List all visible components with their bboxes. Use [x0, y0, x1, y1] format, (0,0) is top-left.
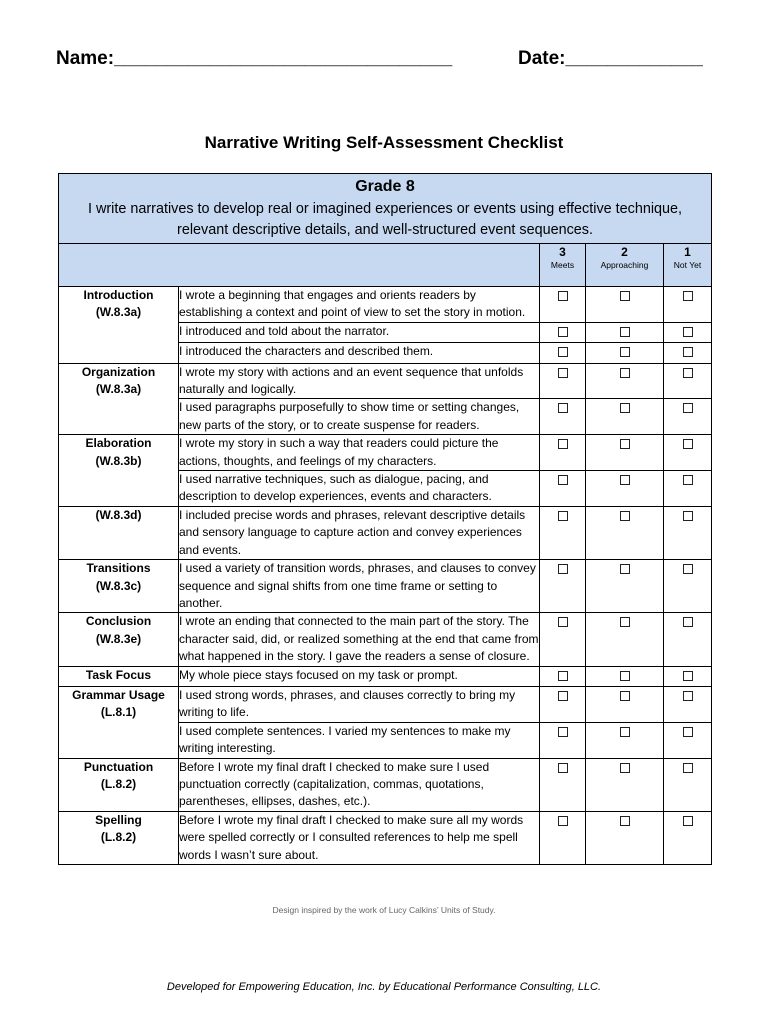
checkbox[interactable] — [620, 475, 630, 485]
checkbox[interactable] — [558, 727, 568, 737]
score-cell — [586, 399, 664, 435]
criterion-text: I wrote a beginning that engages and orients readers by establishing a context and point of view to set the story in motion. — [179, 287, 540, 323]
checkbox[interactable] — [683, 475, 693, 485]
footer-credit: Developed for Empowering Education, Inc. by Educational Performance Consulting, LLC. — [166, 981, 602, 993]
category-code: (W.8.3b) — [95, 453, 142, 468]
standard-text: I write narratives to develop real or imagined experiences or events using effective technique, relevant descriptive details, and well-structured event sequences. — [87, 201, 683, 238]
category-cell — [59, 666, 179, 686]
score-cell — [664, 686, 712, 722]
checkbox[interactable] — [683, 763, 693, 773]
criterion-text: My whole piece stays focused on my task or prompt. — [179, 666, 540, 686]
checkbox[interactable] — [683, 816, 693, 826]
score-cell — [664, 613, 712, 666]
score-cell — [586, 666, 664, 686]
score-label: Meets — [550, 260, 575, 270]
score-label: Not Yet — [673, 260, 702, 270]
checkbox[interactable] — [620, 727, 630, 737]
checkbox[interactable] — [558, 564, 568, 574]
checkbox[interactable] — [620, 617, 630, 627]
category-cell — [59, 686, 179, 758]
checkbox[interactable] — [620, 347, 630, 357]
checkbox[interactable] — [620, 816, 630, 826]
score-header-blank — [59, 244, 540, 287]
checkbox[interactable] — [683, 368, 693, 378]
checkbox[interactable] — [683, 291, 693, 301]
score-cell — [540, 758, 586, 811]
criterion-text: I used paragraphs purposefully to show time or setting changes, new parts of the story, or to create suspense for readers. — [179, 399, 540, 435]
score-cell — [586, 722, 664, 758]
criterion-text: I used narrative techniques, such as dialogue, pacing, and description to develop experiences, events and characters. — [179, 471, 540, 507]
table-row — [59, 811, 712, 864]
score-header-row — [59, 244, 712, 287]
checkbox[interactable] — [558, 671, 568, 681]
checkbox[interactable] — [558, 763, 568, 773]
criterion-text: I used a variety of transition words, phrases, and clauses to convey sequence and signal shifts from one time frame or setting to another. — [179, 560, 540, 613]
score-cell — [664, 758, 712, 811]
criterion-text: I included precise words and phrases, relevant descriptive details and sensory language to capture action and convey experiences and events. — [179, 506, 540, 559]
grade-label: Grade 8 — [355, 178, 415, 195]
table-row — [59, 506, 712, 559]
table-row — [59, 560, 712, 613]
table-row — [59, 363, 712, 399]
score-cell — [586, 811, 664, 864]
criterion-text: I introduced the characters and described them. — [179, 343, 540, 363]
score-cell — [540, 435, 586, 471]
table-row — [59, 758, 712, 811]
score-label: Approaching — [600, 260, 649, 270]
checkbox[interactable] — [683, 691, 693, 701]
score-col-2 — [586, 244, 664, 287]
checkbox[interactable] — [558, 291, 568, 301]
score-cell — [664, 666, 712, 686]
score-cell — [540, 363, 586, 399]
category-code: (W.8.3d) — [95, 507, 142, 522]
checkbox[interactable] — [683, 671, 693, 681]
checkbox[interactable] — [683, 511, 693, 521]
category-cell — [59, 435, 179, 507]
page-title: Narrative Writing Self-Assessment Checklist — [204, 133, 564, 152]
category-name: Grammar Usage — [72, 687, 165, 702]
header-line — [56, 48, 706, 74]
name-field[interactable]: Name:________________________________ — [56, 48, 453, 69]
criterion-text: I introduced and told about the narrator. — [179, 322, 540, 342]
score-cell — [540, 686, 586, 722]
category-code: (L.8.2) — [100, 830, 137, 845]
checkbox[interactable] — [683, 439, 693, 449]
checkbox[interactable] — [620, 691, 630, 701]
checkbox[interactable] — [683, 727, 693, 737]
category-name: Organization — [81, 364, 156, 379]
score-cell — [540, 322, 586, 342]
checkbox[interactable] — [558, 816, 568, 826]
score-cell — [540, 560, 586, 613]
score-cell — [540, 722, 586, 758]
criterion-text: I used complete sentences. I varied my sentences to make my writing interesting. — [179, 722, 540, 758]
score-cell — [664, 722, 712, 758]
score-cell — [664, 399, 712, 435]
table-row — [59, 287, 712, 323]
score-cell — [586, 435, 664, 471]
table-row — [59, 666, 712, 686]
category-name: Transitions — [86, 561, 151, 576]
checkbox[interactable] — [683, 347, 693, 357]
score-cell — [664, 363, 712, 399]
score-cell — [540, 666, 586, 686]
score-cell — [664, 287, 712, 323]
score-cell — [586, 686, 664, 722]
grade-header — [59, 174, 712, 244]
checkbox[interactable] — [558, 475, 568, 485]
inspired-note: Design inspired by the work of Lucy Calkins’ Units of Study. — [272, 905, 496, 915]
checkbox[interactable] — [620, 403, 630, 413]
score-cell — [586, 363, 664, 399]
checkbox[interactable] — [620, 564, 630, 574]
category-name: Task Focus — [85, 667, 152, 682]
score-cell — [586, 287, 664, 323]
category-name: Introduction — [83, 288, 154, 302]
score-number: 2 — [621, 245, 628, 259]
checkbox[interactable] — [558, 368, 568, 378]
category-cell — [59, 811, 179, 864]
category-code: (W.8.3a) — [95, 382, 142, 397]
checkbox[interactable] — [620, 439, 630, 449]
category-code: (L.8.2) — [100, 776, 137, 791]
score-number: 3 — [559, 245, 566, 259]
score-cell — [664, 322, 712, 342]
score-cell — [540, 399, 586, 435]
score-cell — [586, 343, 664, 363]
score-cell — [664, 471, 712, 507]
category-cell — [59, 506, 179, 559]
table-row — [59, 435, 712, 471]
checkbox[interactable] — [683, 327, 693, 337]
score-cell — [540, 811, 586, 864]
checkbox[interactable] — [558, 439, 568, 449]
category-name: Spelling — [95, 812, 142, 827]
category-cell — [59, 560, 179, 613]
date-field[interactable]: Date:_____________ — [518, 48, 703, 69]
score-cell — [586, 758, 664, 811]
checkbox[interactable] — [558, 347, 568, 357]
score-cell — [664, 343, 712, 363]
checkbox[interactable] — [683, 564, 693, 574]
score-cell — [664, 811, 712, 864]
checkbox[interactable] — [620, 511, 630, 521]
checkbox[interactable] — [620, 671, 630, 681]
score-cell — [540, 471, 586, 507]
category-cell — [59, 287, 179, 364]
score-col-3 — [540, 244, 586, 287]
score-cell — [540, 343, 586, 363]
checkbox[interactable] — [620, 763, 630, 773]
table-row — [59, 686, 712, 722]
checkbox[interactable] — [558, 511, 568, 521]
score-cell — [664, 560, 712, 613]
score-cell — [586, 613, 664, 666]
table-row — [59, 613, 712, 666]
score-cell — [540, 613, 586, 666]
category-name: Punctuation — [83, 759, 154, 774]
category-code: (W.8.3a) — [95, 305, 142, 320]
category-name: Elaboration — [85, 436, 152, 451]
checkbox[interactable] — [620, 327, 630, 337]
score-number: 1 — [684, 245, 691, 259]
criterion-text: Before I wrote my final draft I checked to make sure I used punctuation correctly (capitalization, commas, quotations, parentheses, ellipses, dashes, etc.). — [179, 758, 540, 811]
checkbox[interactable] — [558, 403, 568, 413]
score-cell — [664, 435, 712, 471]
score-cell — [586, 471, 664, 507]
criterion-text: I wrote my story in such a way that readers could picture the actions, thoughts, and feelings of my characters. — [179, 435, 540, 471]
checkbox[interactable] — [558, 327, 568, 337]
criterion-text: I used strong words, phrases, and clauses correctly to bring my writing to life. — [179, 686, 540, 722]
category-code: (W.8.3e) — [95, 631, 142, 646]
criterion-text: I wrote an ending that connected to the main part of the story. The character said, did, or realized something at the end that came from what happened in the story. I gave the readers a sense of closure. — [179, 613, 540, 666]
category-code: (L.8.1) — [100, 705, 137, 720]
category-cell — [59, 758, 179, 811]
category-cell — [59, 613, 179, 666]
checkbox[interactable] — [620, 368, 630, 378]
score-col-1 — [664, 244, 712, 287]
criterion-text: Before I wrote my final draft I checked to make sure all my words were spelled correctly or I consulted references to help me spell words I wasn’t sure about. — [179, 811, 540, 864]
score-cell — [586, 322, 664, 342]
category-cell — [59, 363, 179, 435]
criterion-text: I wrote my story with actions and an event sequence that unfolds naturally and logically. — [179, 363, 540, 399]
score-cell — [586, 560, 664, 613]
category-name: Conclusion — [85, 614, 152, 629]
score-cell — [664, 506, 712, 559]
score-cell — [586, 506, 664, 559]
score-cell — [540, 287, 586, 323]
checklist-table — [58, 173, 712, 865]
checkbox[interactable] — [683, 617, 693, 627]
checkbox[interactable] — [620, 291, 630, 301]
checkbox[interactable] — [558, 617, 568, 627]
checkbox[interactable] — [558, 691, 568, 701]
score-cell — [540, 506, 586, 559]
category-code: (W.8.3c) — [95, 578, 142, 593]
checkbox[interactable] — [683, 403, 693, 413]
